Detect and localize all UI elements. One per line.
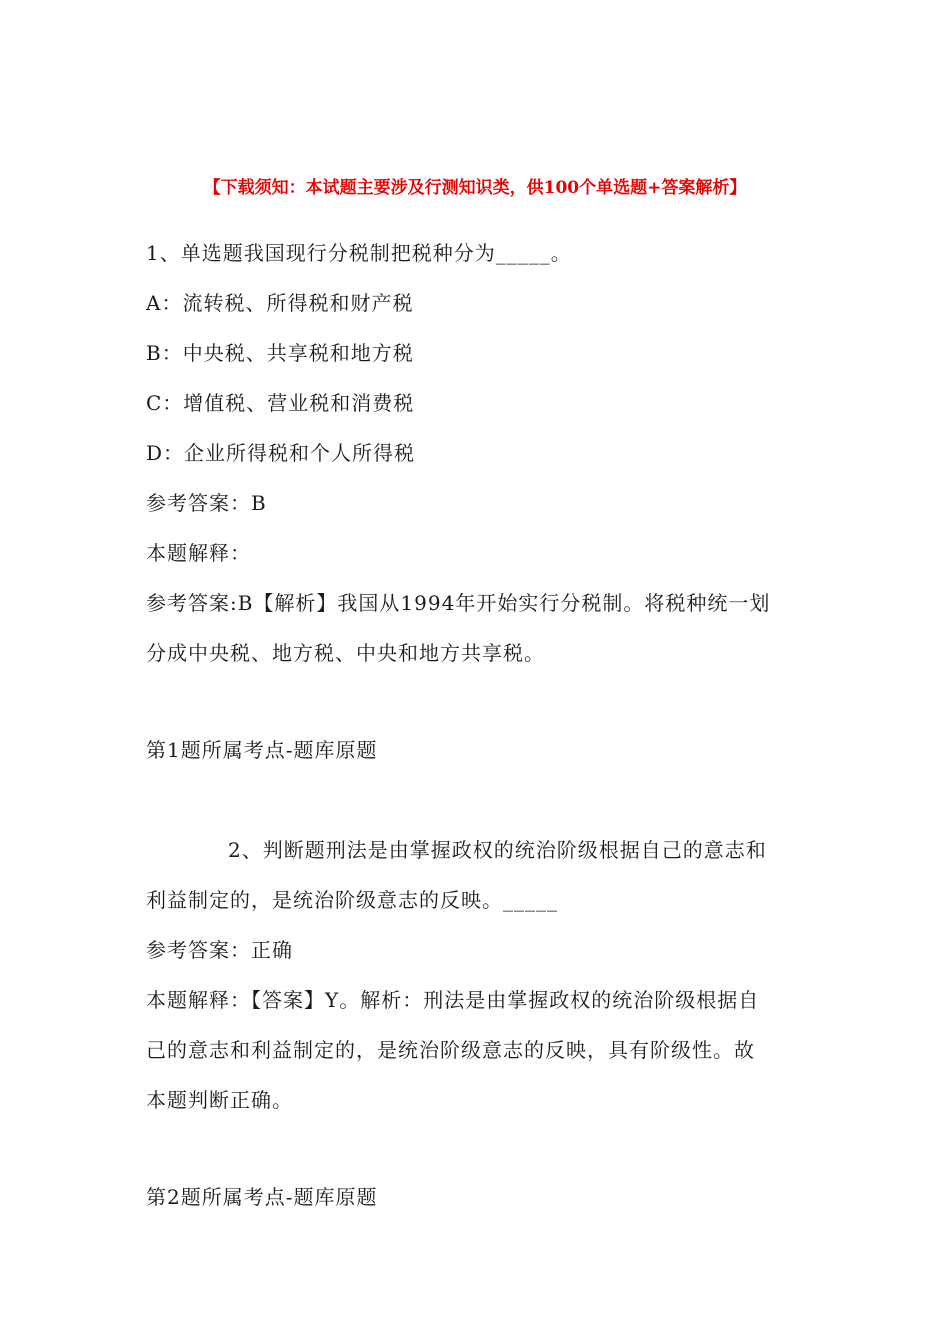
question-2-explanation-line: 己的意志和利益制定的，是统治阶级意志的反映，具有阶级性。故 (146, 1038, 755, 1062)
question-1-option-b: B：中央税、共享税和地方税 (146, 341, 414, 365)
download-notice: 【下载须知：本试题主要涉及行测知识类，供100个单选题+答案解析】 (203, 178, 747, 198)
question-1-stem: 1、单选题我国现行分税制把税种分为_____。 (146, 241, 572, 265)
question-1-explanation-label: 本题解释： (146, 541, 251, 565)
question-2-stem: 2、判断题刑法是由掌握政权的统治阶级根据自己的意志和 (228, 838, 767, 862)
question-1-explanation-line: 分成中央税、地方税、中央和地方共享税。 (146, 641, 545, 665)
question-1-answer: 参考答案：B (146, 491, 267, 515)
question-1-source: 第1题所属考点-题库原题 (146, 738, 378, 762)
question-1-option-d: D：企业所得税和个人所得税 (146, 441, 416, 465)
question-2-explanation-line: 本题判断正确。 (146, 1088, 293, 1112)
question-2-source: 第2题所属考点-题库原题 (146, 1185, 378, 1209)
question-2-answer: 参考答案：正确 (146, 938, 293, 962)
question-1-option-a: A：流转税、所得税和财产税 (146, 291, 414, 315)
question-2-stem-continued: 利益制定的，是统治阶级意志的反映。_____ (146, 888, 558, 912)
question-1-option-c: C：增值税、营业税和消费税 (146, 391, 415, 415)
question-2-explanation-line: 本题解释：【答案】Y。解析：刑法是由掌握政权的统治阶级根据自 (146, 988, 760, 1012)
question-1-explanation-line: 参考答案:B【解析】我国从1994年开始实行分税制。将税种统一划 (146, 591, 771, 615)
